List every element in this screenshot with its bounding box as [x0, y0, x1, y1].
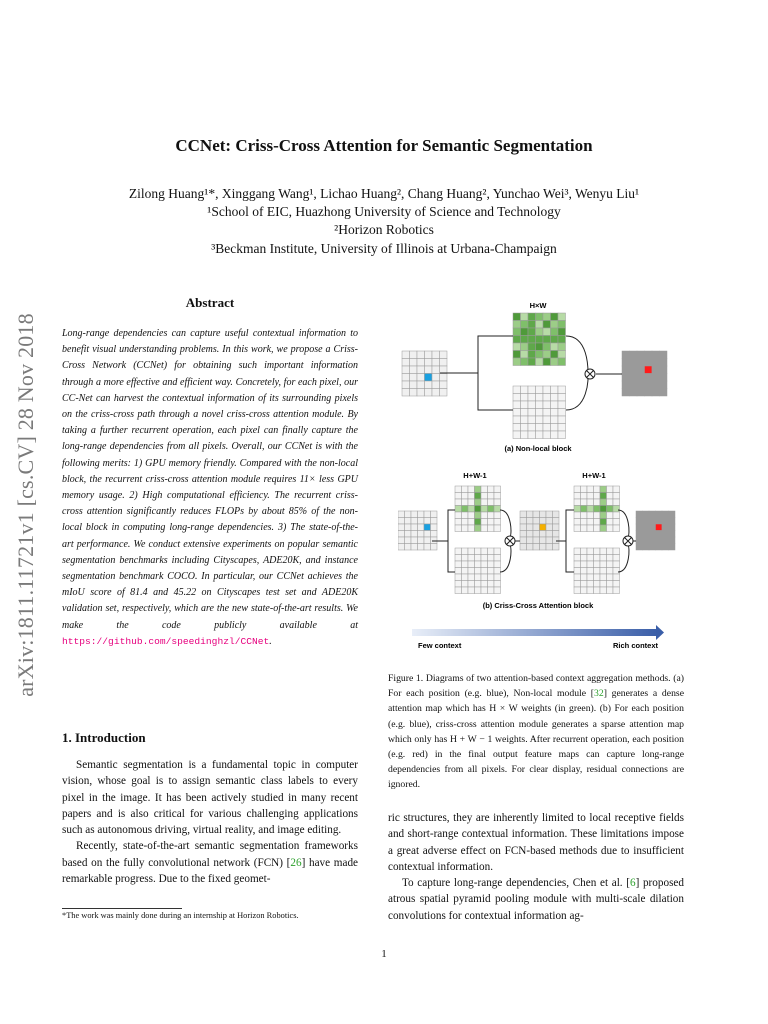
label-hw: H×W: [529, 301, 547, 310]
input-feature-map-cc: [398, 511, 437, 550]
value-feature-map: [513, 386, 566, 439]
figure-1-diagram: [398, 298, 698, 658]
intermediate-feature-map: [520, 511, 559, 550]
footnote-rule: [62, 908, 182, 909]
sparse-attention-map-1: [455, 486, 501, 532]
footnote: *The work was mainly done during an internship at Horizon Robotics.: [62, 911, 299, 920]
citation-link[interactable]: 6: [629, 877, 636, 890]
page-number: 1: [381, 948, 387, 960]
affiliation-1: ¹School of EIC, Huazhong University of Science and Technology: [207, 204, 561, 220]
value-feature-map-2: [574, 548, 620, 594]
author-block: [0, 185, 768, 258]
label-hw1-right: H+W-1: [582, 471, 606, 480]
right-paragraph-2: To capture long-range dependencies, Chen et al. [6] proposed atrous spatial pyramid pooling module with multi-scale dilation convolutions for contextual information ag-: [388, 877, 684, 922]
intro-paragraph-1: Semantic segmentation is a fundamental topic in computer vision, whose goal is to assign semantic class labels to every pixel in the image. It has been actively studied in many recent papers and is also critical for various challenging applications such as autonomous driving, virtual reality, and image editing.: [62, 759, 358, 837]
paper-title: CCNet: Criss-Cross Attention for Semantic Segmentation: [175, 136, 593, 155]
abstract-text: Long-range dependencies can capture useful contextual information to benefit visual understanding problems. In this work, we propose a Criss-Cross Network (CCNet) for obtaining such important information through a more effective and efficient way. Concretely, for each pixel, our CC-Net can harvest the contextual information of its surrounding pixels on the criss-cross path through a novel criss-cross attention module. By taking a further recurrent operation, each pixel can finally capture the long-range dependencies from all pixels. Overall, our CCNet is with the following merits: 1) GPU memory friendly. Compared with the non-local block, the recurrent criss-cross attention module requires 11× less GPU memory usage. 2) High computational efficiency. The recurrent criss-cross attention significantly reduces FLOPs by about 85% of the non-local block in computing long-range dependencies. 3) The state-of-the-art performance. We conduct extensive experiments on popular semantic segmentation benchmarks including Cityscapes, ADE20K, and instance segmentation benchmark COCO. In particular, our CCNet achieves the mIoU score of 81.4 and 45.22 on Cityscapes test set and ADE20K validation set, respectively, which are the new state-of-the-art results. We make the code publicly available at: [62, 328, 358, 631]
abstract-heading: Abstract: [185, 295, 235, 310]
affiliation-2: ²Horizon Robotics: [334, 222, 434, 238]
value-feature-map-1: [455, 548, 501, 594]
label-rich-context: Rich context: [612, 641, 658, 650]
citation-link[interactable]: 26: [290, 856, 302, 869]
label-cc: (b) Criss-Cross Attention block: [482, 601, 594, 610]
code-link[interactable]: https://github.com/speedinghzl/CCNet: [62, 635, 270, 647]
right-paragraph-1: ric structures, they are inherently limited to local receptive fields and short-range contextual information. These limitations impose a great adverse effect on FCN-based methods due to insufficient contextual information.: [388, 812, 684, 873]
label-hw1-left: H+W-1: [463, 471, 487, 480]
right-column-body: [388, 810, 684, 924]
label-few-context: Few context: [418, 641, 462, 650]
authors-line: Zilong Huang¹*, Xinggang Wang¹, Lichao Huang², Chang Huang², Yunchao Wei³, Wenyu Liu¹: [128, 186, 640, 201]
output-feature-map-nonlocal: [622, 351, 667, 396]
abstract-body: Long-range dependencies can capture useful contextual information to benefit visual understanding problems. In this work, we propose a Criss-Cross Network (CCNet) for obtaining such important information through a more effective and efficient way. Concretely, for each pixel, our CC-Net can harvest the contextual information of its surrounding pixels on the criss-cross path through a novel criss-cross attention module. By taking a further recurrent operation, each pixel can finally capture the long-range dependencies from all pixels. Overall, our CCNet is with the following merits: 1) GPU memory friendly. Compared with the non-local block, the recurrent criss-cross attention module requires 11× less GPU memory usage. 2) High computational efficiency. The recurrent criss-cross attention significantly reduces FLOPs by about 85% of the non-local block in computing long-range dependencies. 3) The state-of-the-art performance. We conduct extensive experiments on popular semantic segmentation benchmarks including Cityscapes, ADE20K, and instance segmentation benchmark COCO. In particular, our CCNet achieves the mIoU score of 81.4 and 45.22 on Cityscapes test set and ADE20K validation set, respectively, which are the new state-of-the-art results. We make the code publicly available at https://github.com/speedinghzl/CCNet.: [62, 328, 358, 647]
sparse-attention-map-2: [574, 486, 620, 532]
citation-link[interactable]: 32: [594, 688, 604, 700]
arrow-icon: [656, 625, 664, 640]
figure-caption: Figure 1. Diagrams of two attention-based context aggregation methods. (a) For each position (e.g. blue), Non-local module [32] generates a dense attention map which has H × W weights (in green). (b) For each position (e.g. blue), criss-cross attention module generates a sparse attention map which only has H + W − 1 weights. After recurrent operation, each position (e.g. red) in the final output feature maps can capture long-range dependencies from all pixels. For clear display, residual connections are ignored.: [388, 673, 684, 791]
dense-attention-map: [513, 313, 566, 366]
arxiv-id-text: arXiv:1811.11721v1 [cs.CV] 28 Nov 2018: [13, 313, 38, 697]
arxiv-identifier: [4, 270, 48, 740]
affiliation-3: ³Beckman Institute, University of Illinois at Urbana-Champaign: [211, 240, 557, 256]
intro-heading: 1. Introduction: [62, 730, 146, 745]
label-nonlocal: (a) Non-local block: [504, 444, 572, 453]
context-gradient-bar: [412, 629, 658, 636]
intro-paragraph-2: Recently, state-of-the-art semantic segmentation frameworks based on the fully convolutional network (FCN) [26] have made remarkable progress. Due to the fixed geomet-: [62, 840, 359, 886]
intro-body: [62, 757, 358, 887]
output-feature-map-cc: [636, 511, 675, 550]
